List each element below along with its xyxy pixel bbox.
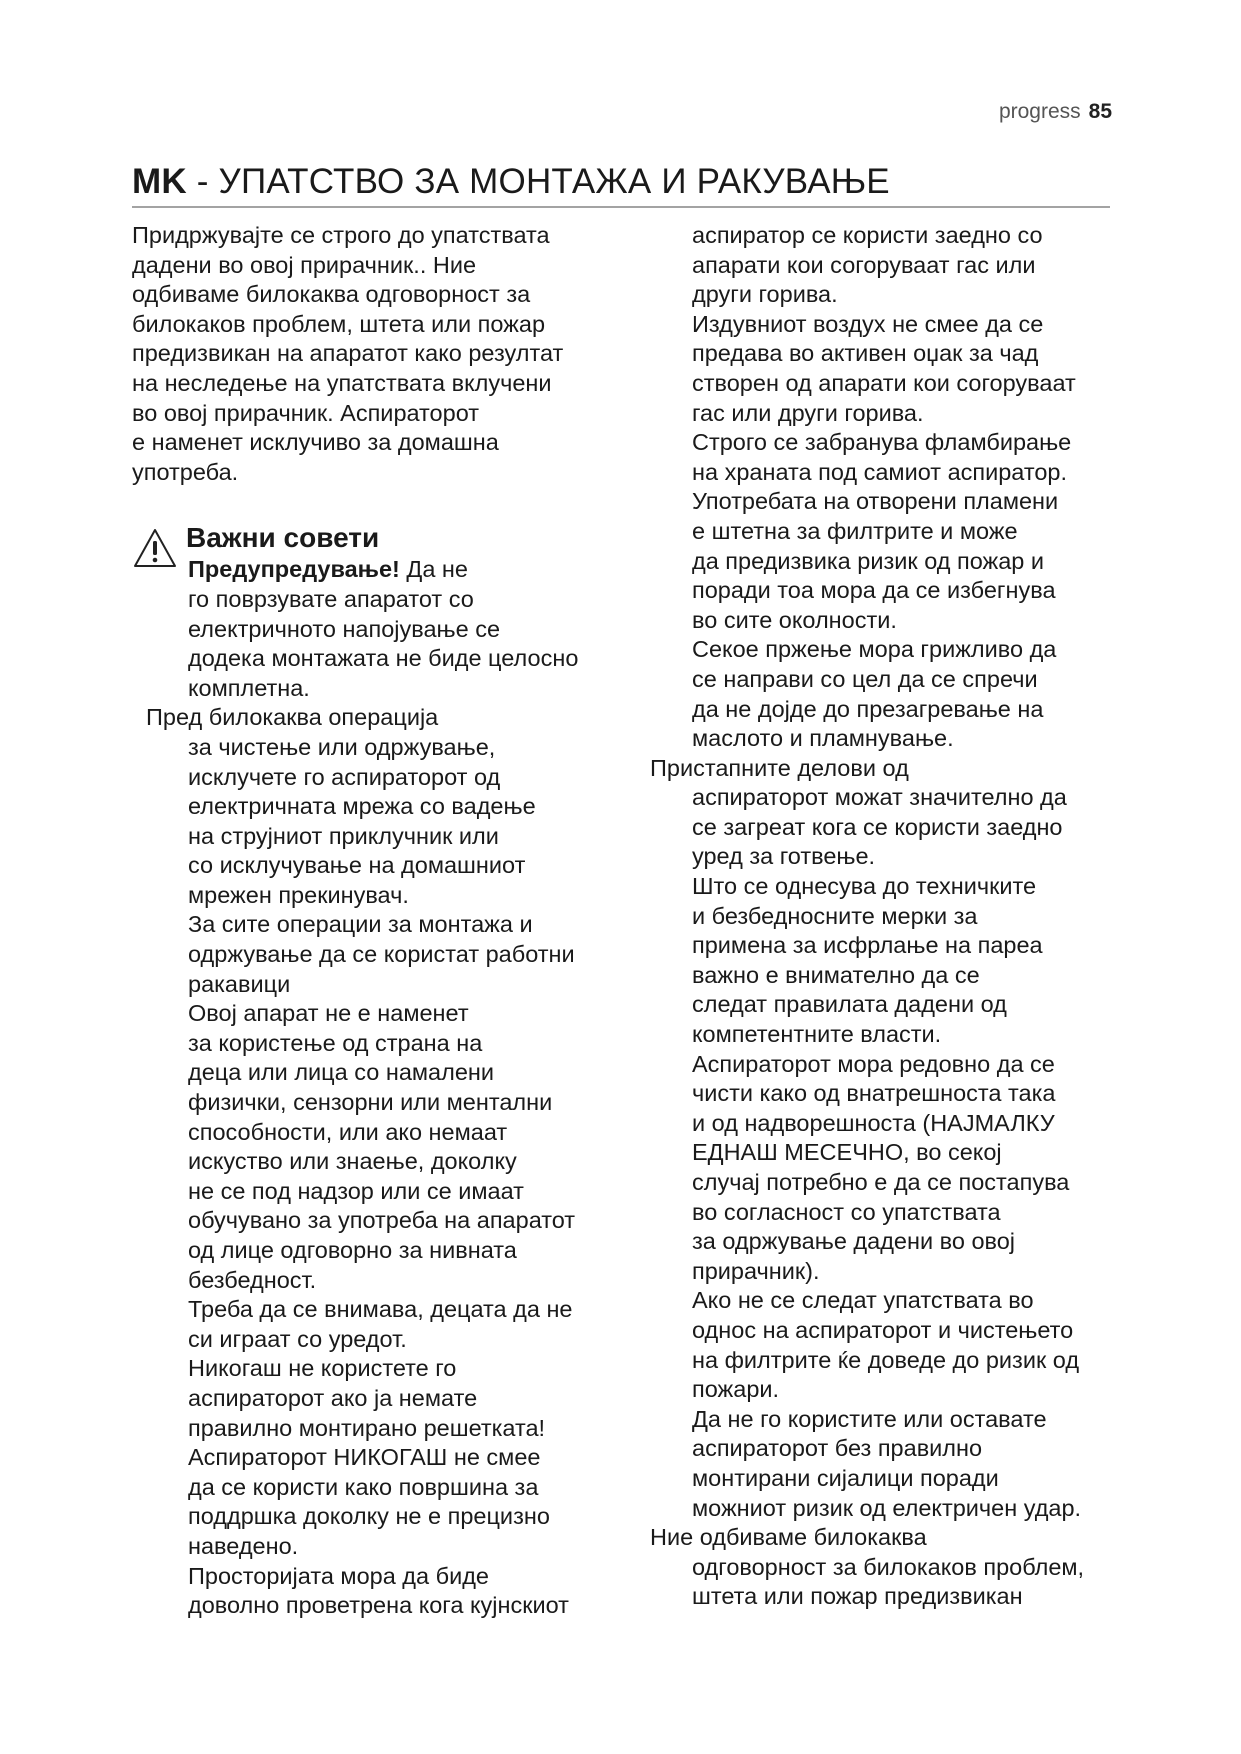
text-line: Што се однесува до техничките (692, 873, 1037, 900)
title-text: - УПАТСТВО ЗА МОНТАЖА И РАКУВАЊЕ (186, 162, 890, 201)
warning-title: Важни совети (186, 522, 380, 554)
text-line: аспиратор се користи заедно со (692, 222, 1043, 248)
text-line: маслото и пламнување. (692, 725, 954, 752)
text-line: други горива. (692, 281, 838, 308)
text-line: да предизвика ризик од пожар и (692, 547, 1045, 574)
text-line: предизвикан на апаратот како резултат (132, 340, 564, 367)
text-line: Секое пржење мора грижливо да (692, 636, 1057, 663)
text-line: аспираторот ако ја немате (188, 1384, 478, 1411)
text-line: на филтрите ќе доведе до ризик од (692, 1346, 1080, 1373)
text-line: се направи со цел да се спречи (692, 665, 1038, 692)
text-line: комплетна. (188, 674, 310, 701)
text-line: апарати кои согоруваат гас или (692, 251, 1036, 278)
text-line: Пристапните делови од (650, 754, 909, 781)
text-line: аспираторот без правилно (692, 1435, 983, 1462)
text-line: однос на аспираторот и чистењето (692, 1316, 1074, 1343)
text-line: физички, сензорни или ментални (188, 1089, 553, 1116)
text-line: Овој апарат не е наменет (188, 1000, 469, 1027)
text-line: примена за исфрлање на пареа (692, 932, 1043, 959)
text-line: уред за готвење. (692, 843, 876, 870)
text-line: за чистење или одржување, (188, 733, 496, 760)
text-line: во согласност со упатствата (692, 1198, 1001, 1225)
page-number: 85 (1088, 100, 1112, 123)
text-line: Ние одбиваме билокаква (650, 1524, 927, 1551)
text-line: на струјниот приклучник или (188, 822, 499, 849)
text-line: гас или други горива. (692, 399, 924, 426)
text-line: е штетна за филтрите и може (692, 517, 1018, 544)
text-line: на неследење на упатствата вклучени (132, 369, 552, 396)
text-line: искуство или знаење, доколку (188, 1148, 517, 1175)
title-rule (132, 206, 1110, 208)
text-line: Просторијата мора да биде (188, 1562, 489, 1589)
text-line: способности, или ако немаат (188, 1118, 508, 1145)
text-line: додека монтажата не биде целосно (188, 645, 579, 672)
text-line: употреба. (132, 458, 239, 485)
text-line: одржување да се користат работни (188, 941, 575, 968)
text-line: се загреат кога се користи заедно (692, 813, 1063, 840)
page-header (999, 100, 1112, 124)
text-line: Аспираторот мора редовно да се (692, 1050, 1055, 1077)
text-line: Никогаш не користете го (188, 1355, 457, 1382)
text-line: поради тоа мора да се избегнува (692, 577, 1056, 604)
text-line: прирачник). (692, 1257, 820, 1284)
text-line: ракавици (188, 970, 291, 997)
text-line: за одржување дадени во овој (692, 1228, 1016, 1255)
text-line: створен од апарати кои согоруваат (692, 369, 1076, 396)
text-line: безбедност. (188, 1266, 317, 1293)
text-line: Издувниот воздух не смее да се (692, 310, 1044, 337)
text-line: Аспираторот НИКОГАШ не смее (188, 1444, 541, 1471)
text-line: Употребата на отворени пламени (692, 488, 1059, 515)
text-line: е наменет исклучиво за домашна (132, 429, 499, 456)
text-line: Строго се забранува фламбирање (692, 429, 1072, 456)
text-line: деца или лица со намалени (188, 1059, 495, 1086)
text-line: наведено. (188, 1532, 299, 1559)
text-line: дадени во овој прирачник.. Ние (132, 251, 477, 278)
text-line: случај потребно е да се постапува (692, 1169, 1070, 1195)
text-line: електричната мрежа со вадење (188, 793, 536, 820)
warning-lead (132, 555, 622, 585)
text-line: да не дојде до презагревање на (692, 695, 1044, 722)
text-line: ЕДНАШ МЕСЕЧНО, во секој (692, 1139, 1002, 1166)
text-line: од лице одговорно за нивната (188, 1237, 517, 1263)
warning-triangle-icon (132, 527, 178, 569)
intro-paragraph (132, 221, 622, 487)
warning-lead-bold: Предупредување! (188, 556, 400, 583)
text-line: за користење од страна на (188, 1029, 483, 1056)
text-line: монтирани сијалици поради (692, 1464, 999, 1491)
text-line: важно е внимателно да се (692, 961, 980, 988)
text-line: За сите операции за монтажа и (188, 911, 533, 938)
text-line: следат правилата дадени од (692, 991, 1007, 1018)
text-line: Треба да се внимава, децата да не (188, 1296, 573, 1323)
text-line: билокаков проблем, штета или пожар (132, 310, 546, 337)
right-column (650, 221, 1120, 1612)
text-line: Пред билокаква операција (146, 704, 439, 731)
text-line: доволно проветрена кога кујнскиот (188, 1592, 569, 1619)
text-line: исклучете го аспираторот од (188, 763, 501, 790)
text-line: штета или пожар предизвикан (692, 1583, 1023, 1610)
brand-name: progress (998, 100, 1081, 123)
text-line: да се користи како површина за (188, 1473, 539, 1500)
text-line: електричното напојување се (188, 615, 501, 642)
text-line: во овој прирачник. Аспираторот (132, 399, 480, 426)
text-line: Ако не се следат упатствата во (692, 1287, 1034, 1314)
language-code: MK (132, 162, 187, 201)
left-column (132, 221, 622, 1621)
page-title (132, 162, 1110, 202)
text-line: го поврзувате апаратот со (188, 585, 474, 612)
text-line: можниот ризик од електричен удар. (692, 1494, 1082, 1521)
text-line: чисти како од внатрешноста така (692, 1080, 1056, 1107)
text-line: пожари. (692, 1376, 780, 1403)
text-line: Да не го користите или оставате (692, 1405, 1047, 1432)
text-line: одбиваме билокаква одговорност за (132, 281, 531, 308)
text-line: правилно монтирано решетката! (188, 1414, 546, 1441)
text-line: предава во активен оџак за чад (692, 340, 1039, 367)
warning-section (132, 521, 622, 1620)
text-line: си играат со уредот. (188, 1325, 407, 1352)
text-line: и безбедносните мерки за (692, 902, 978, 929)
text-line: компетентните власти. (692, 1021, 942, 1048)
text-line: обучувано за употреба на апаратот (188, 1207, 576, 1234)
warning-lead-rest: Да не (399, 556, 468, 583)
text-line: одговорност за билокаков проблем, (692, 1553, 1085, 1580)
text-line: мрежен прекинувач. (188, 881, 409, 908)
text-line: на храната под самиот аспиратор. (692, 458, 1068, 485)
text-line: поддршка доколку не е прецизно (188, 1503, 550, 1530)
text-line: во сите околности. (692, 606, 897, 633)
text-line: аспираторот можат значително да (692, 784, 1067, 811)
text-line: и од надворешноста (НАЈМАЛКУ (692, 1109, 1055, 1136)
text-line: Придржувајте се строго до упатствата (132, 222, 550, 248)
text-line: не се под надзор или се имаат (188, 1177, 524, 1204)
text-line: со исклучување на домашниот (188, 852, 526, 879)
